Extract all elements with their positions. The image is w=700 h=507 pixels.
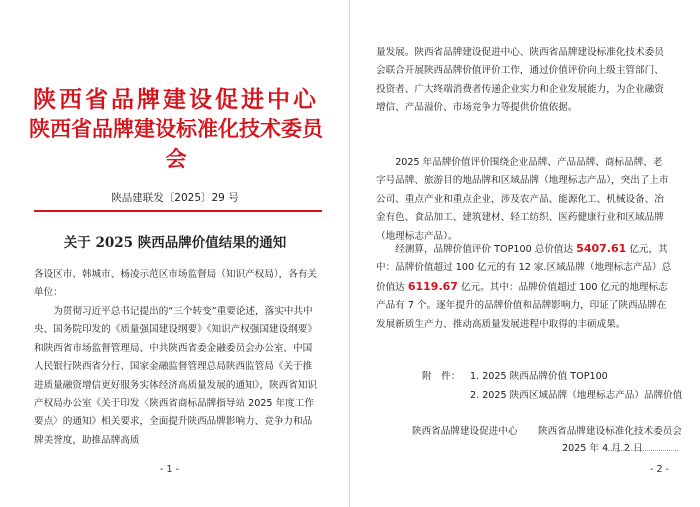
dotted-line <box>608 450 678 451</box>
signer-1: 陕西省品牌建设促进中心 <box>412 426 518 437</box>
issuer-name-line-2: 陕西省品牌建设标准化技术委员会 <box>29 116 323 171</box>
para3-text-c: 亿元。其中：品牌价值超过 100 亿元的地理标志产品有 7 个。逐年提升的品牌价值和品牌影响力，印证了陕西品牌在发展新质生产力、推动高质量发展进程中取得的丰硕成果。 <box>376 281 668 330</box>
body-paragraph-3 <box>376 240 672 334</box>
para3-text-a: 经测算，品牌价值评价 TOP100 总价值达 <box>395 244 577 255</box>
body-paragraph-1: 为贯彻习近平总书记提出的“三个转变”重要论述，落实中共中央、国务院印发的《质量强国建设纲要》《知识产权强国建设纲要》和陕西省市场监督管理局、中共陕西省委金融委员会办公室、中国人民银行陕西省分行、国家金融监督管理总局陕西监管局《关于推进质量融资增信更好服务实体经济高质量发展的通知》，陕西省知识产权局办公室《关于印发〈陕西省商标品牌指导站 2025 年度工作要点〉的通知》相关要求，全面提升陕西品牌影响力、竞争力和品牌美誉度，助推品牌高质 <box>34 306 318 446</box>
notice-title: 关于 2025 陕西品牌价值结果的通知 <box>63 235 287 251</box>
issuer-name-line-1: 陕西省品牌建设促进中心 <box>33 86 319 113</box>
salutation: 各设区市、韩城市、杨凌示范区市场监督局（知识产权局），各有关单位： <box>34 269 318 299</box>
para3-text-b: 亿元，其中：品牌价值超过 100 亿元的有 12 家.区域品牌（地理标志产品）总价值达 <box>376 244 672 293</box>
signer-2: 陕西省品牌建设标准化技术委员会 <box>538 426 682 437</box>
page-number: - 1 - <box>160 464 179 475</box>
issue-date: 2025 年 4 月 2 日 <box>562 443 643 454</box>
total-value-highlight: 5407.61 <box>576 242 627 255</box>
document-page-2 <box>350 0 700 507</box>
attachment-label: 附 件： <box>422 371 461 382</box>
body-paragraph-continued: 量发展。陕西省品牌建设促进中心、陕西省品牌建设标准化技术委员会联合开展陕西品牌价值评价工作，通过价值评价向上级主管部门、投资者、广大终端消费者传递企业实力和企业发展能力，为企业融资增信、产品溢价、市场竞争力等提供价值依据。 <box>376 47 664 114</box>
attachment-item-1: 1. 2025 陕西品牌价值 TOP100 <box>470 371 608 382</box>
document-number: 陕品建联发〔2025〕29 号 <box>111 192 239 204</box>
attachment-item-2: 2. 2025 陕西区域品牌（地理标志产品）品牌价值 <box>470 390 683 401</box>
page-number: - 2 - <box>650 464 669 475</box>
red-header-rule <box>34 210 322 212</box>
body-paragraph-2: 2025 年品牌价值评价围绕企业品牌、产品品牌、商标品牌、老字号品牌、旅游目的地品牌和区域品牌（地理标志产品），突出了上市公司、重点产业和重点企业，涉及农产品、能源化工、机械设备、冶金有色、食品加工、建筑建材、轻工纺织、医药健康行业和区域品牌（地理标志产品）。 <box>376 157 669 242</box>
regional-value-highlight: 6119.67 <box>407 279 458 293</box>
